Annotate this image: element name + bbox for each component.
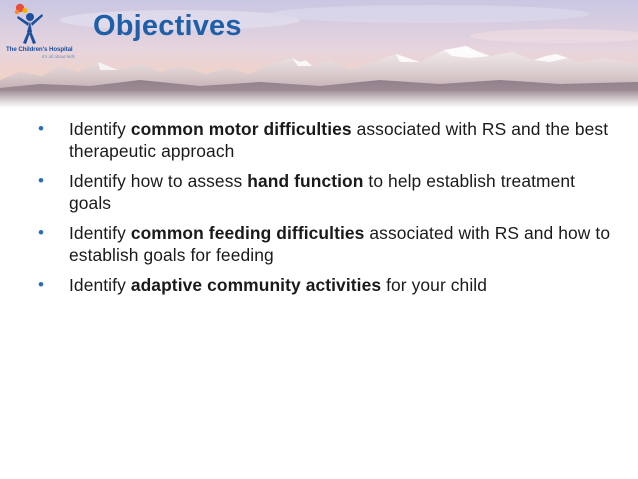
bullet-dot-icon: • xyxy=(38,223,45,242)
objective-text: for your child xyxy=(381,275,488,295)
objective-text: to help establish treatment goals xyxy=(69,171,576,213)
bullet-dot-icon: • xyxy=(38,119,45,138)
objective-text: Identify xyxy=(69,223,131,243)
objective-item xyxy=(36,222,616,266)
hospital-logo[interactable] xyxy=(2,2,88,82)
objective-text: Identify how to assess xyxy=(69,171,248,191)
objective-item xyxy=(36,118,616,162)
logo-tagline: it's all about kids xyxy=(42,54,75,59)
objective-emphasis: common motor difficulties xyxy=(130,119,352,139)
objective-item xyxy=(36,170,616,214)
objectives-list xyxy=(36,118,616,304)
objective-emphasis: hand function xyxy=(247,171,364,191)
slide-title: Objectives xyxy=(93,10,242,42)
objective-text: Identify xyxy=(69,119,131,139)
objective-text: associated with RS and how to establish goals for feeding xyxy=(69,223,611,265)
bullet-dot-icon: • xyxy=(38,275,45,294)
objective-item xyxy=(36,274,616,296)
bullet-dot-icon: • xyxy=(38,171,45,190)
banner-fade xyxy=(0,90,638,108)
objective-text: Identify xyxy=(69,275,131,295)
objective-emphasis: adaptive community activities xyxy=(130,275,382,295)
objective-text: associated with RS and the best therapeutic approach xyxy=(69,119,609,161)
logo-name: The Children's Hospital xyxy=(6,46,73,53)
objective-emphasis: common feeding difficulties xyxy=(130,223,365,243)
child-figure-icon xyxy=(8,2,48,46)
